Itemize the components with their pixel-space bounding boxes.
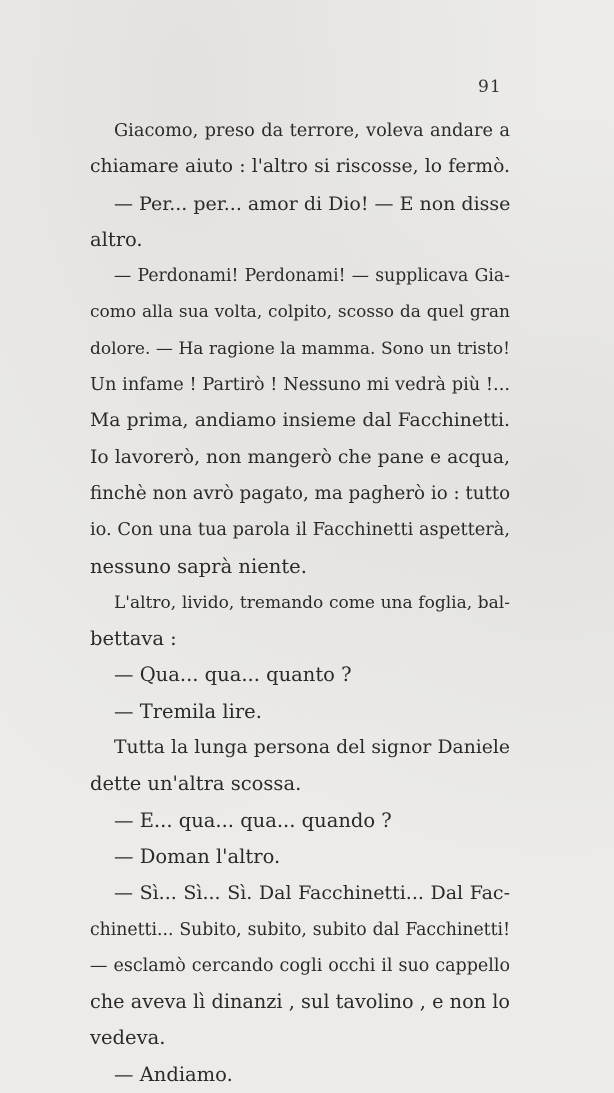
text-line: — E... qua... qua... quando ? (114, 808, 392, 832)
text-line: bettava : (90, 627, 177, 651)
text-line: altro. (90, 227, 143, 251)
text-line: finchè non avrò pagato, ma pagherò io : tutto (90, 482, 511, 504)
text-line: — Qua... qua... quanto ? (114, 663, 352, 687)
text-line: Un infame ! Partirò ! Nessuno mi vedrà più !... (90, 375, 510, 396)
text-line: — esclamò cercando cogli occhi il suo cappello (90, 955, 510, 976)
text-line: — Perdonami! Perdonami! — supplicava Gia- (114, 266, 510, 287)
text-line: Tutta la lunga persona del signor Daniele (114, 737, 510, 759)
text-line: dette un'altra scossa. (90, 772, 302, 796)
text-line: — Doman l'altro. (114, 844, 281, 868)
text-line: Io lavorerò, non mangerò che pane e acqua, (90, 446, 510, 468)
text-line: dolore. — Ha ragione la mamma. Sono un tristo! (90, 338, 510, 359)
text-line: L'altro, livido, tremando come una foglia, bal- (114, 592, 510, 613)
text-line: — Tremila lire. (114, 699, 262, 723)
text-line: chiamare aiuto : l'altro si riscosse, lo fermò. (90, 156, 510, 178)
text-line: nessuno saprà niente. (90, 554, 307, 578)
text-line: como alla sua volta, colpito, scosso da quel gran (90, 302, 510, 323)
body-text (90, 113, 510, 1093)
page-number: 91 (478, 77, 502, 97)
text-line: che aveva lì dinanzi , sul tavolino , e non lo (90, 990, 510, 1014)
text-line: Ma prima, andiamo insieme dal Facchinetti. (90, 410, 510, 432)
text-line: vedeva. (90, 1026, 166, 1050)
text-line: io. Con una tua parola il Facchinetti aspetterà, (90, 520, 510, 541)
text-line: — Per... per... amor di Dio! — E non disse (114, 192, 511, 215)
text-line: — Sì... Sì... Sì. Dal Facchinetti... Dal Fac- (114, 882, 510, 905)
text-line: Giacomo, preso da terrore, voleva andare a (114, 121, 510, 141)
text-line: chinetti... Subito, subito, subito dal Facchinetti! (90, 919, 510, 940)
text-line: — Andiamo. (114, 1062, 233, 1086)
